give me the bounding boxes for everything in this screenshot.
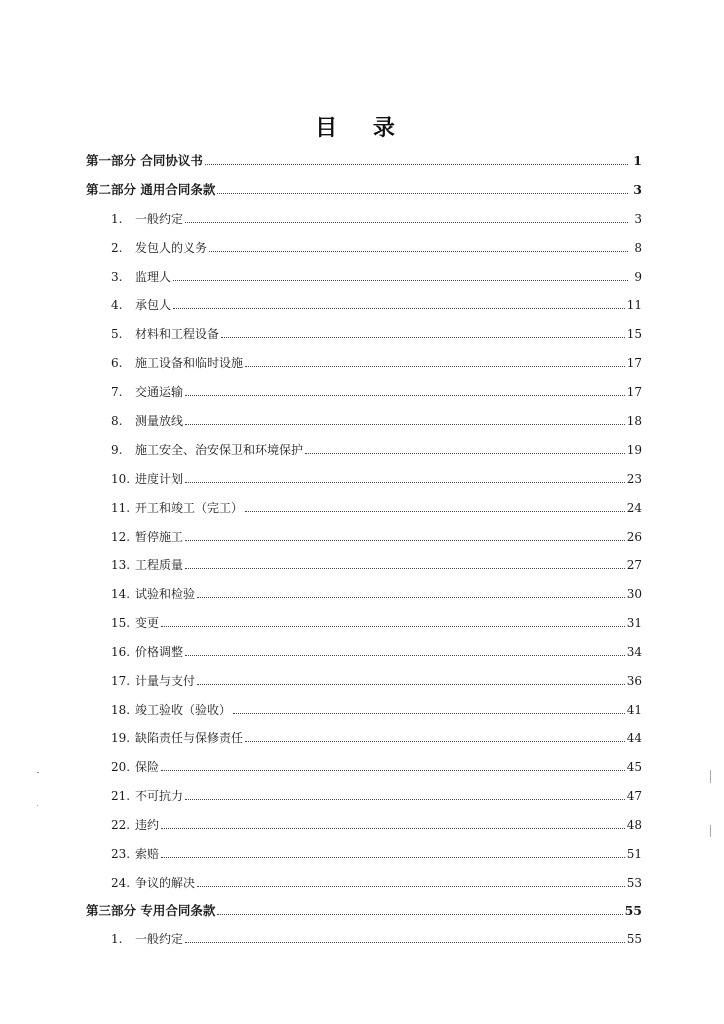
toc-entry-label: 交通运输 bbox=[135, 385, 184, 399]
dot-leader bbox=[197, 683, 625, 685]
toc-entry-number: 3. bbox=[111, 270, 123, 284]
toc-item-entry[interactable] bbox=[111, 206, 642, 226]
toc-page-number: 1 bbox=[633, 153, 642, 168]
toc-entry-number: 17. bbox=[111, 674, 131, 688]
page-title: 目 录 bbox=[315, 115, 409, 141]
dot-leader bbox=[161, 856, 625, 858]
toc-entry-number: 21. bbox=[111, 789, 131, 803]
toc-entry-label: 保险 bbox=[135, 760, 160, 774]
toc-page-number: 48 bbox=[626, 818, 642, 832]
toc-entry-label: 计量与支付 bbox=[135, 674, 196, 688]
toc-item-entry[interactable] bbox=[111, 783, 642, 803]
toc-entry-number: 19. bbox=[111, 731, 131, 745]
dot-leader bbox=[221, 336, 625, 338]
toc-entry-label: 施工设备和临时设施 bbox=[135, 356, 244, 370]
toc-item-entry[interactable] bbox=[111, 668, 642, 688]
toc-entry-number: 6. bbox=[111, 356, 123, 370]
dot-leader bbox=[185, 423, 625, 425]
toc-item-entry[interactable] bbox=[111, 321, 642, 341]
toc-entry-number: 2. bbox=[111, 241, 123, 255]
dot-leader bbox=[205, 163, 628, 165]
dot-leader bbox=[185, 394, 625, 396]
toc-entry-label: 第一部分 合同协议书 bbox=[86, 153, 203, 168]
toc-page-number: 9 bbox=[634, 270, 642, 284]
toc-entry-label: 发包人的义务 bbox=[135, 241, 208, 255]
dot-leader bbox=[161, 827, 625, 829]
toc-entry-number: 24. bbox=[111, 876, 131, 890]
scan-speck bbox=[37, 805, 38, 806]
toc-page-number: 11 bbox=[626, 298, 642, 312]
toc-page-number: 41 bbox=[626, 703, 642, 717]
toc-entry-number: 20. bbox=[111, 760, 131, 774]
toc-item-entry[interactable] bbox=[111, 437, 642, 457]
toc-entry-label: 不可抗力 bbox=[135, 789, 184, 803]
toc-page-number: 3 bbox=[633, 182, 642, 197]
scan-edge-mark bbox=[710, 825, 711, 837]
dot-leader bbox=[185, 798, 625, 800]
toc-part-entry[interactable] bbox=[86, 148, 642, 168]
toc-entry-number: 8. bbox=[111, 414, 123, 428]
toc-page-number: 19 bbox=[626, 443, 642, 457]
toc-entry-number: 16. bbox=[111, 645, 131, 659]
toc-item-entry[interactable] bbox=[111, 754, 642, 774]
toc-item-entry[interactable] bbox=[111, 581, 642, 601]
toc-page-number: 15 bbox=[626, 327, 642, 341]
toc-entry-label: 工程质量 bbox=[135, 558, 184, 572]
toc-entry-label: 试验和检验 bbox=[135, 587, 196, 601]
toc-page-number: 24 bbox=[626, 501, 642, 515]
toc-entry-label: 材料和工程设备 bbox=[135, 327, 220, 341]
toc-page-number: 18 bbox=[626, 414, 642, 428]
toc-entry-number: 13. bbox=[111, 558, 131, 572]
toc-entry-label: 暂停施工 bbox=[135, 530, 184, 544]
dot-leader bbox=[197, 885, 625, 887]
toc-page-number: 47 bbox=[626, 789, 642, 803]
toc-item-entry[interactable] bbox=[111, 524, 642, 544]
toc-page-number: 27 bbox=[626, 558, 642, 572]
toc-entry-label: 承包人 bbox=[135, 298, 172, 312]
toc-item-entry[interactable] bbox=[111, 610, 642, 630]
toc-part-entry[interactable] bbox=[86, 177, 642, 197]
toc-entry-label: 进度计划 bbox=[135, 472, 184, 486]
toc-page-number: 55 bbox=[626, 932, 642, 946]
toc-entry-label: 第二部分 通用合同条款 bbox=[86, 182, 216, 197]
toc-entry-number: 7. bbox=[111, 385, 123, 399]
toc-item-entry[interactable] bbox=[111, 926, 642, 946]
toc-entry-number: 22. bbox=[111, 818, 131, 832]
toc-entry-label: 第三部分 专用合同条款 bbox=[86, 903, 216, 918]
toc-page-number: 55 bbox=[624, 903, 642, 918]
dot-leader bbox=[245, 510, 625, 512]
toc-entry-label: 竣工验收（验收） bbox=[135, 703, 232, 717]
toc-entry-number: 1. bbox=[111, 212, 123, 226]
dot-leader bbox=[209, 250, 628, 252]
scan-edge-mark bbox=[710, 770, 711, 783]
dot-leader bbox=[217, 913, 622, 915]
toc-item-entry[interactable] bbox=[111, 235, 642, 255]
toc-entry-label: 测量放线 bbox=[135, 414, 184, 428]
toc-part-entry[interactable] bbox=[86, 898, 642, 918]
dot-leader bbox=[185, 539, 625, 541]
toc-item-entry[interactable] bbox=[111, 292, 642, 312]
dot-leader bbox=[217, 192, 628, 194]
toc-entry-number: 10. bbox=[111, 472, 131, 486]
toc-page-number: 31 bbox=[626, 616, 642, 630]
dot-leader bbox=[185, 481, 625, 483]
toc-item-entry[interactable] bbox=[111, 870, 642, 890]
dot-leader bbox=[197, 596, 625, 598]
toc-page-number: 44 bbox=[626, 731, 642, 745]
toc-page-number: 30 bbox=[626, 587, 642, 601]
toc-entry-label: 监理人 bbox=[135, 270, 172, 284]
toc-item-entry[interactable] bbox=[111, 812, 642, 832]
toc-page-number: 3 bbox=[634, 212, 642, 226]
toc-page-number: 51 bbox=[626, 847, 642, 861]
dot-leader bbox=[185, 567, 625, 569]
dot-leader bbox=[305, 452, 625, 454]
toc-entry-label: 缺陷责任与保修责任 bbox=[135, 731, 244, 745]
toc-item-entry[interactable] bbox=[111, 552, 642, 572]
toc-entry-label: 一般约定 bbox=[135, 212, 184, 226]
toc-item-entry[interactable] bbox=[111, 841, 642, 861]
toc-entry-label: 争议的解决 bbox=[135, 876, 196, 890]
toc-entry-label: 开工和竣工（完工） bbox=[135, 501, 244, 515]
toc-page-number: 34 bbox=[626, 645, 642, 659]
toc-page-number: 53 bbox=[626, 876, 642, 890]
toc-page-number: 17 bbox=[626, 385, 642, 399]
scan-speck bbox=[37, 772, 39, 773]
toc-entry-number: 4. bbox=[111, 298, 123, 312]
toc-entry-number: 18. bbox=[111, 703, 131, 717]
toc-entry-number: 15. bbox=[111, 616, 131, 630]
toc-item-entry[interactable] bbox=[111, 466, 642, 486]
dot-leader bbox=[245, 740, 625, 742]
toc-item-entry[interactable] bbox=[111, 639, 642, 659]
toc-item-entry[interactable] bbox=[111, 408, 642, 428]
toc-entry-label: 变更 bbox=[135, 616, 160, 630]
toc-entry-number: 14. bbox=[111, 587, 131, 601]
toc-item-entry[interactable] bbox=[111, 697, 642, 717]
toc-item-entry[interactable] bbox=[111, 379, 642, 399]
toc-page-number: 8 bbox=[634, 241, 642, 255]
toc-page-number: 17 bbox=[626, 356, 642, 370]
toc-item-entry[interactable] bbox=[111, 264, 642, 284]
dot-leader bbox=[245, 365, 625, 367]
toc-entry-number: 23. bbox=[111, 847, 131, 861]
dot-leader bbox=[185, 221, 628, 223]
toc-entry-label: 索赔 bbox=[135, 847, 160, 861]
toc-page-number: 36 bbox=[626, 674, 642, 688]
dot-leader bbox=[173, 307, 625, 309]
toc-entry-number: 1. bbox=[111, 932, 123, 946]
toc-page-number: 45 bbox=[626, 760, 642, 774]
dot-leader bbox=[233, 712, 625, 714]
toc-entry-label: 价格调整 bbox=[135, 645, 184, 659]
toc-item-entry[interactable] bbox=[111, 350, 642, 370]
toc-entry-number: 12. bbox=[111, 530, 131, 544]
dot-leader bbox=[173, 279, 628, 281]
toc-item-entry[interactable] bbox=[111, 725, 642, 745]
dot-leader bbox=[161, 625, 625, 627]
toc-entry-number: 11. bbox=[111, 501, 131, 515]
dot-leader bbox=[185, 654, 625, 656]
toc-entry-label: 违约 bbox=[135, 818, 160, 832]
toc-page-number: 26 bbox=[626, 530, 642, 544]
toc-item-entry[interactable] bbox=[111, 495, 642, 515]
toc-entry-number: 5. bbox=[111, 327, 123, 341]
dot-leader bbox=[185, 941, 625, 943]
toc-page-number: 23 bbox=[626, 472, 642, 486]
toc-entry-label: 施工安全、治安保卫和环境保护 bbox=[135, 443, 304, 457]
toc-entry-label: 一般约定 bbox=[135, 932, 184, 946]
toc-entry-number: 9. bbox=[111, 443, 123, 457]
dot-leader bbox=[161, 769, 625, 771]
